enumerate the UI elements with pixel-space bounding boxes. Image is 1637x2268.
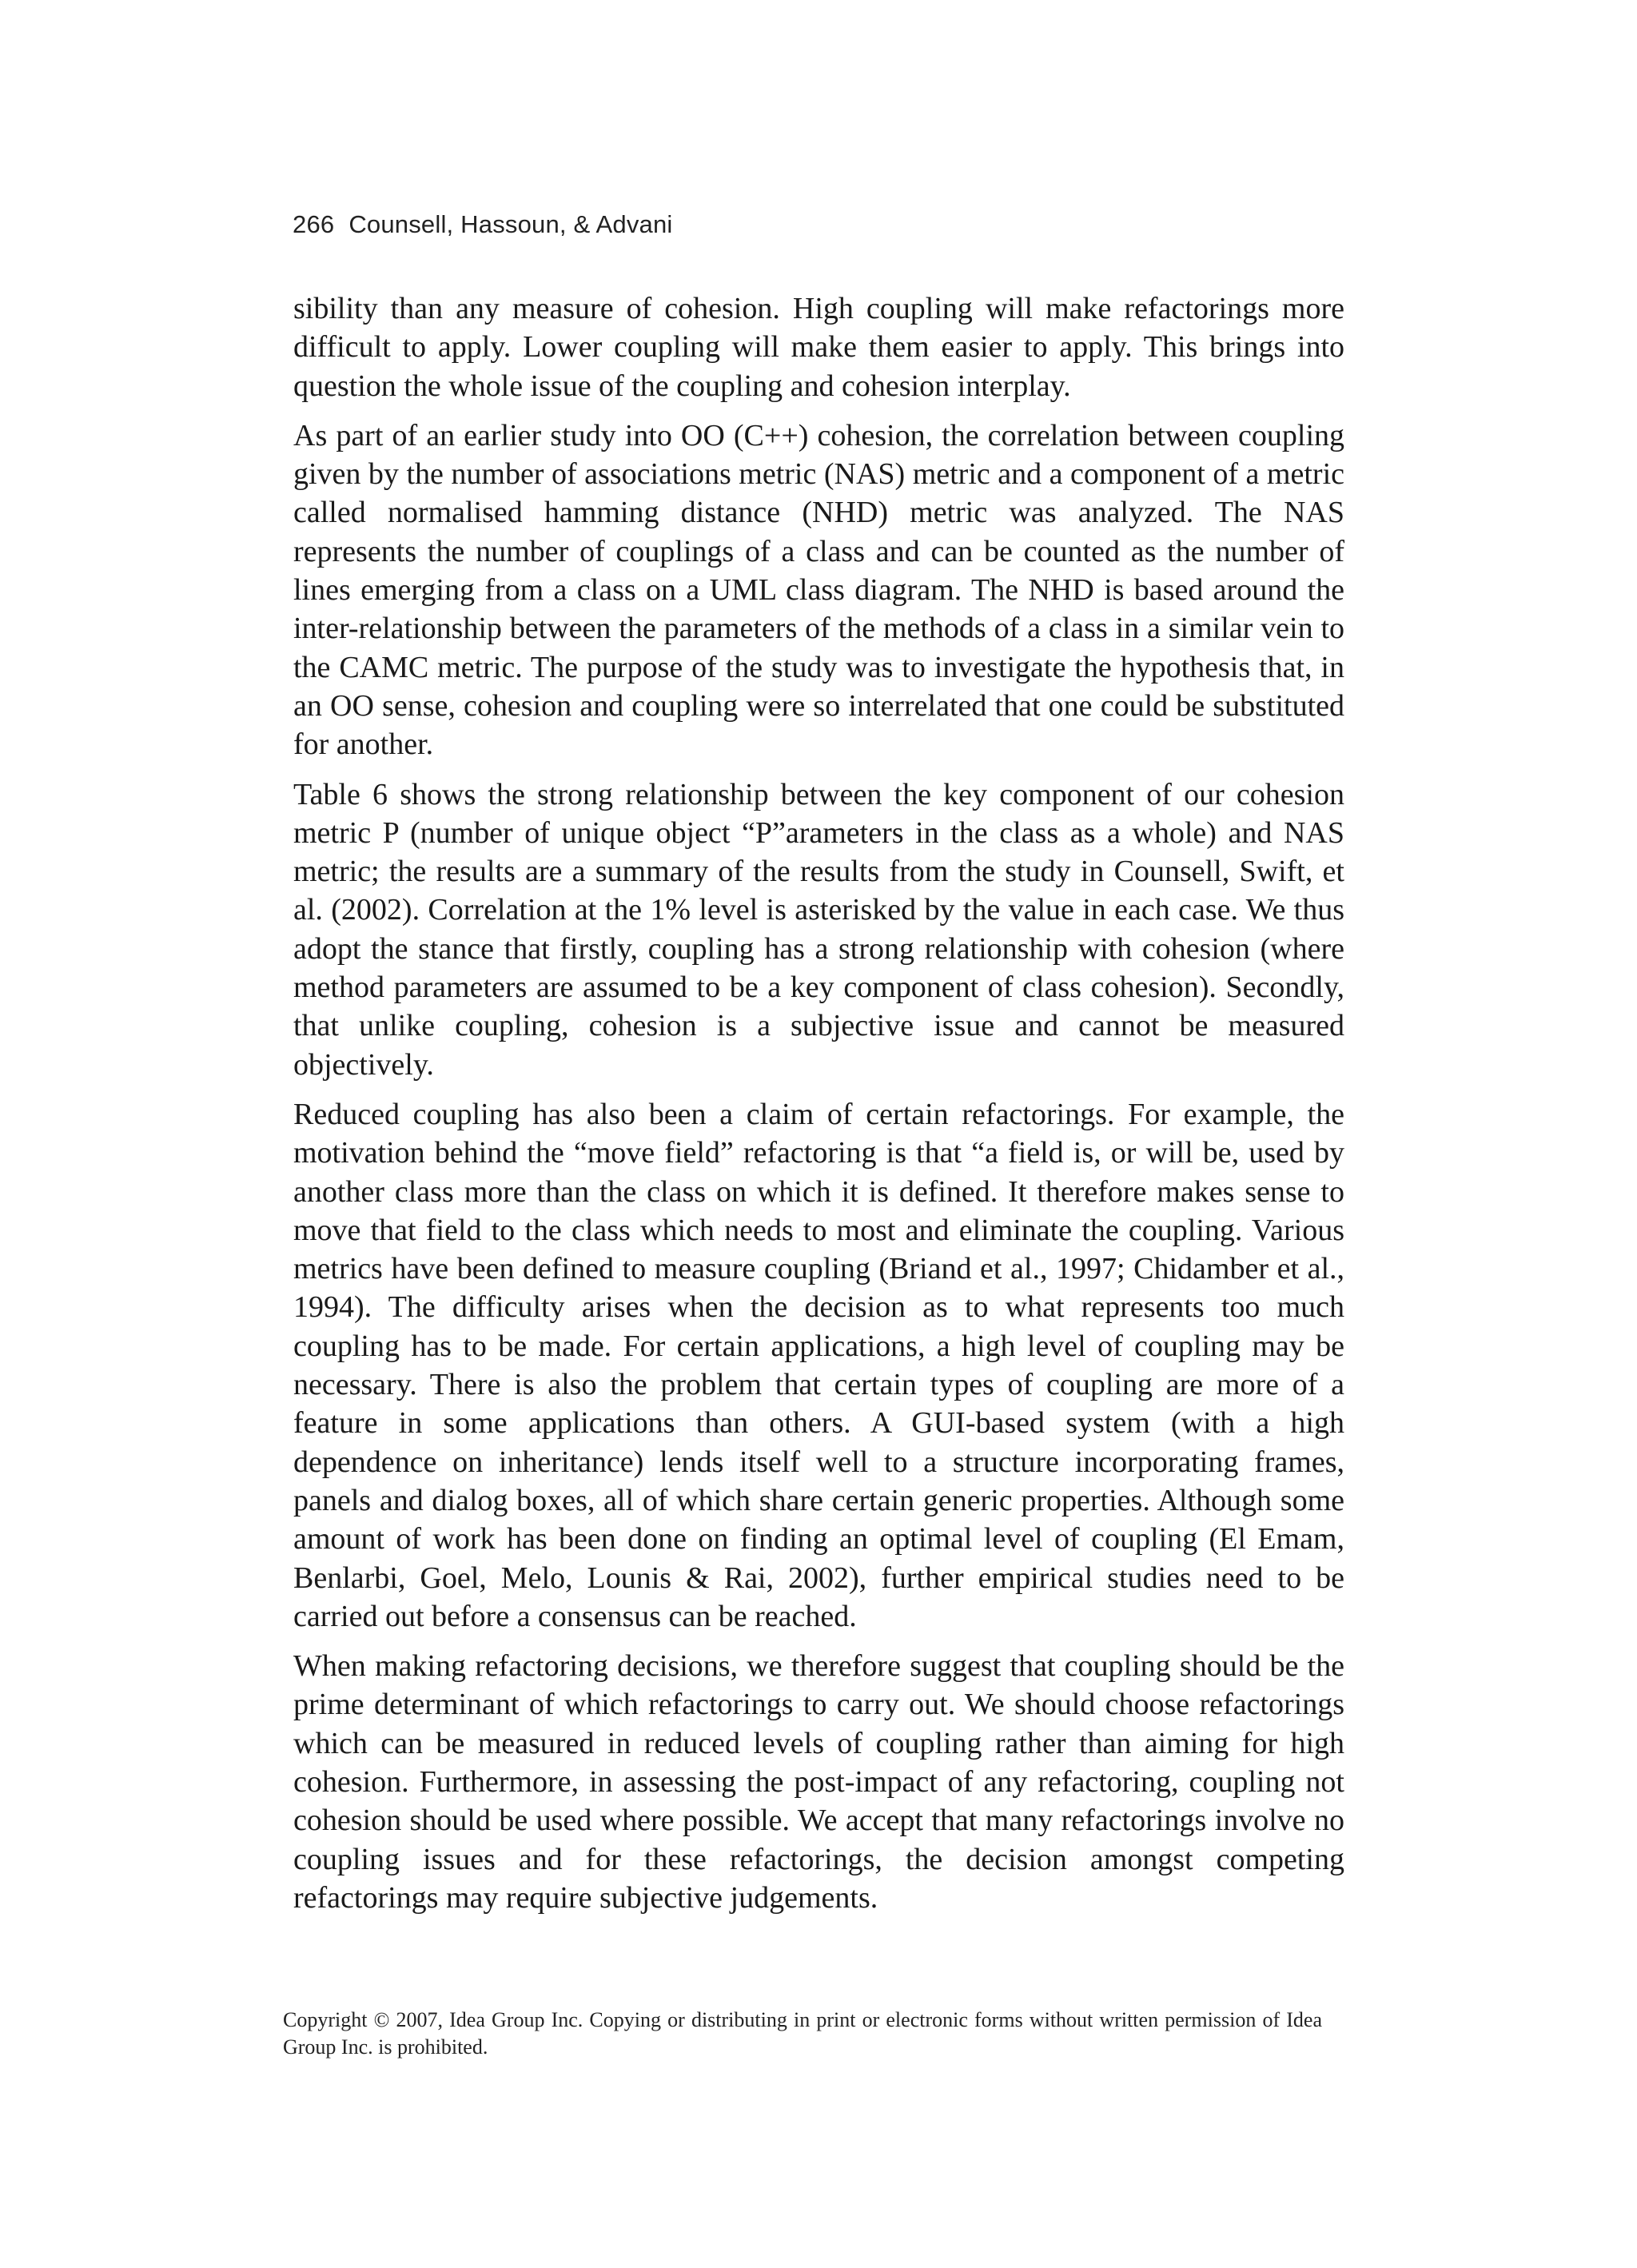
running-head <box>293 209 673 241</box>
paragraph-2: As part of an earlier study into OO (C++) cohesion, the correlation between coupling given by the number of associations metric (NAS) metric and a component of a metric called normalised hamming distance (NHD) metric was analyzed. The NAS represents the number of couplings of a class and can be counted as the number of lines emerging from a class on a UML class diagram. The NHD is based around the inter-relationship between the parameters of the methods of a class in a similar vein to the CAMC metric. The purpose of the study was to investigate the hypothesis that, in an OO sense, cohesion and coupling were so interrelated that one could be substituted for another. <box>293 418 1344 762</box>
paragraph-1: sibility than any measure of cohesion. High coupling will make refactorings more difficult to apply. Lower coupling will make them easier to apply. This brings into question the whole issue of the coupling and cohesion interplay. <box>293 292 1344 403</box>
running-head-authors: Counsell, Hassoun, & Advani <box>349 210 673 238</box>
page-number: 266 <box>293 210 335 238</box>
paragraph-4: Reduced coupling has also been a claim of certain refactorings. For example, the motivation behind the “move field” refactoring is that “a field is, or will be, used by another class more than the class on which it is defined. It therefore makes sense to move that field to the class which needs to most and eliminate the coupling. Various metrics have been defined to measure coupling (Briand et al., 1997; Chidamber et al., 1994). The difficulty arises when the decision as to what represents too much coupling has to be made. For certain applications, a high level of coupling may be necessary. There is also the problem that certain types of coupling are more of a feature in some applications than others. A GUI-based system (with a high dependence on inheritance) lends itself well to a structure incorporating frames, panels and dialog boxes, all of which share certain generic properties. Although some amount of work has been done on finding an optimal level of coupling (El Emam, Benlarbi, Goel, Melo, Lounis & Rai, 2002), further empirical studies need to be carried out before a consensus can be reached. <box>293 1097 1344 1633</box>
body-text <box>293 289 1344 1928</box>
paragraph-5: When making refactoring decisions, we therefore suggest that coupling should be the prime determinant of which refactorings to carry out. We should choose refactorings which can be measured in reduced levels of coupling rather than aiming for high cohesion. Furthermore, in assessing the post-impact of any refactoring, coupling not cohesion should be used where possible. We accept that many refactorings involve no coupling issues and for these refactorings, the decision amongst competing refactorings may require subjective judgements. <box>293 1649 1344 1915</box>
paragraph-3: Table 6 shows the strong relationship between the key component of our cohesion metric P (number of unique object “P”arameters in the class as a whole) and NAS metric; the results are a summary of the results from the study in Counsell, Swift, et al. (2002). Correlation at the 1% level is asterisked by the value in each case. We thus adopt the stance that firstly, coupling has a strong relationship with cohesion (where method parameters are assumed to be a key component of class cohesion). Secondly, that unlike coupling, cohesion is a subjective issue and cannot be measured objectively. <box>293 777 1344 1082</box>
copyright-notice: Copyright © 2007, Idea Group Inc. Copying or distributing in print or electronic forms without written permission of Idea Group Inc. is prohibited. <box>283 2008 1322 2059</box>
